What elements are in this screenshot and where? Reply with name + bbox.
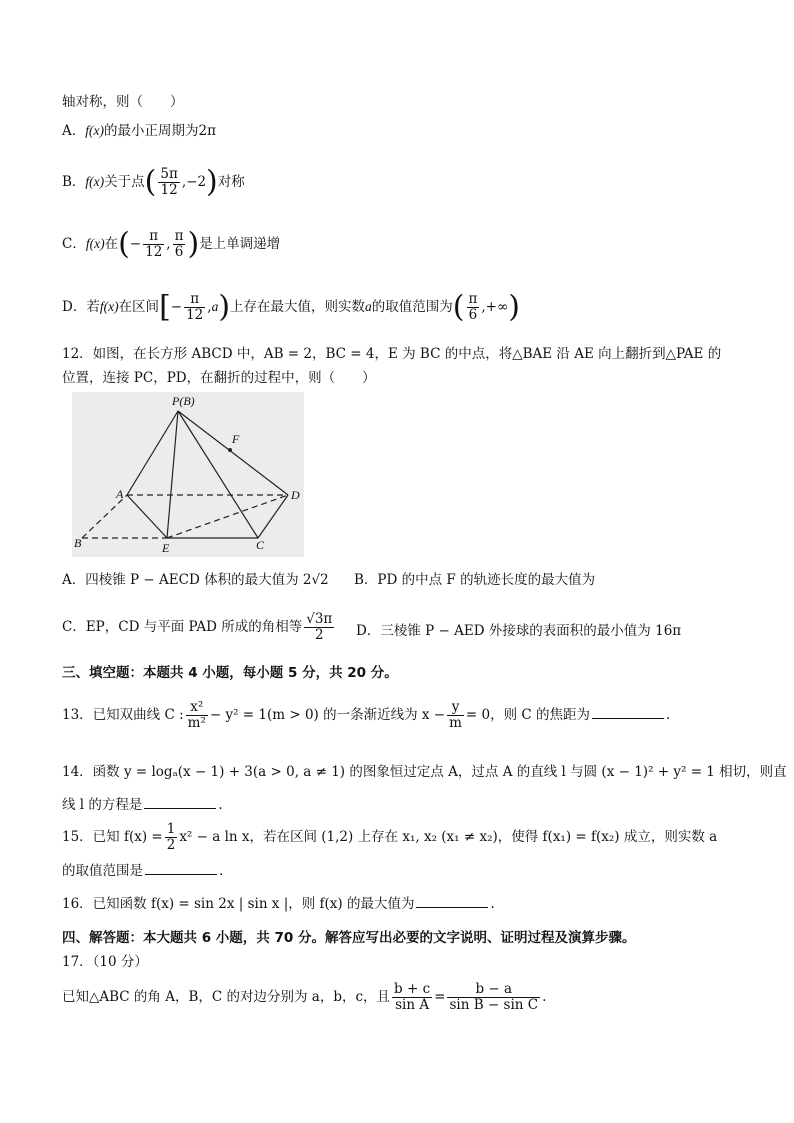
- q12-option-a: A．四棱锥 P − AECD 体积的最大值为 2√2: [62, 572, 329, 588]
- q12-option-c: C．EP，CD 与平面 PAD 所成的角相等 $\frac{√3\pi}{2}$: [62, 611, 333, 643]
- q15-blank[interactable]: [145, 860, 217, 875]
- section4-heading: 四、解答题：本大题共 6 小题，共 70 分。解答应写出必要的文字说明、证明过程及演算步骤。: [62, 930, 636, 946]
- section3-heading: 三、填空题：本题共 4 小题，每小题 5 分，共 20 分。: [62, 665, 398, 681]
- q13: 13．已知双曲线 C : $\frac{\text{x²}}{\text{m²}}$ − y² = 1(m > 0) 的一条渐近线为 x − $\frac{y}{m}$ = 0，则 C 的焦距为 .: [62, 699, 671, 731]
- q14-blank[interactable]: [144, 794, 216, 809]
- q11-option-c: C．f(x)在(− $\frac{\pi}{12}$ , $\frac{\pi}{6}$ )是上单调递增: [62, 226, 281, 262]
- label-f: F: [232, 432, 240, 446]
- label-c: C: [256, 538, 265, 552]
- q11-option-d: D．若f(x)在区间[− $\frac{\pi}{12}$ ,a)上存在最大值，则实数a的取值范围为( $\frac{\pi}{6}$ ,+∞): [62, 289, 520, 325]
- q12-option-d: D．三棱锥 P − AED 外接球的表面积的最小值为 16π: [356, 623, 682, 639]
- point-f: [228, 448, 232, 452]
- q12-line2: 位置，连接 PC，PD，在翻折的过程中，则（ ）: [62, 370, 376, 386]
- q16-blank[interactable]: [416, 893, 488, 908]
- q11-option-a: A．f(x)的最小正周期为2π: [62, 123, 216, 139]
- q11-option-b: B．f(x)关于点( $\frac{5\pi}{12}$ ,−2)对称: [62, 164, 245, 200]
- q14-line2: 线 l 的方程是 .: [62, 794, 223, 815]
- q15-line1: 15．已知 f(x) = $\frac{1}{2}$ x² − a ln x，若在区间 (1,2) 上存在 x₁, x₂ (x₁ ≠ x₂)，使得 f(x₁) = f(x₂) 成立，则实数 a: [62, 821, 718, 853]
- label-b: B: [74, 536, 82, 550]
- q13-blank[interactable]: [592, 704, 664, 719]
- q11-tail: 轴对称，则（ ）: [62, 94, 184, 110]
- q12-line1: 12．如图，在长方形 ABCD 中，AB = 2，BC = 4，E 为 BC 的中点，将△BAE 沿 AE 向上翻折到△PAE 的: [62, 346, 722, 362]
- pyramid-figure: [72, 392, 304, 557]
- q17-head: 17．（10 分）: [62, 954, 148, 970]
- figure-background: [72, 392, 304, 557]
- label-e: E: [162, 541, 170, 555]
- q17-body: 已知△ABC 的角 A，B，C 的对边分别为 a，b，c，且 $\frac{b + c}{\text{sin A}}$ = $\frac{b - a}{\text{sin B − sin C}}$ .: [62, 981, 547, 1013]
- q14-line1: 14．函数 y = logₐ(x − 1) + 3(a > 0, a ≠ 1) 的图象恒过定点 A，过点 A 的直线 l 与圆 (x − 1)² + y² = 1 相切，则直: [62, 764, 787, 780]
- q15-line2: 的取值范围是 .: [62, 860, 223, 881]
- label-p: P(B): [172, 394, 195, 408]
- label-d: D: [291, 488, 300, 502]
- q16: 16．已知函数 f(x) = sin 2x | sin x |，则 f(x) 的最大值为 .: [62, 893, 495, 914]
- q12-option-b: B．PD 的中点 F 的轨迹长度的最大值为: [354, 572, 596, 588]
- label-a: A: [116, 487, 124, 501]
